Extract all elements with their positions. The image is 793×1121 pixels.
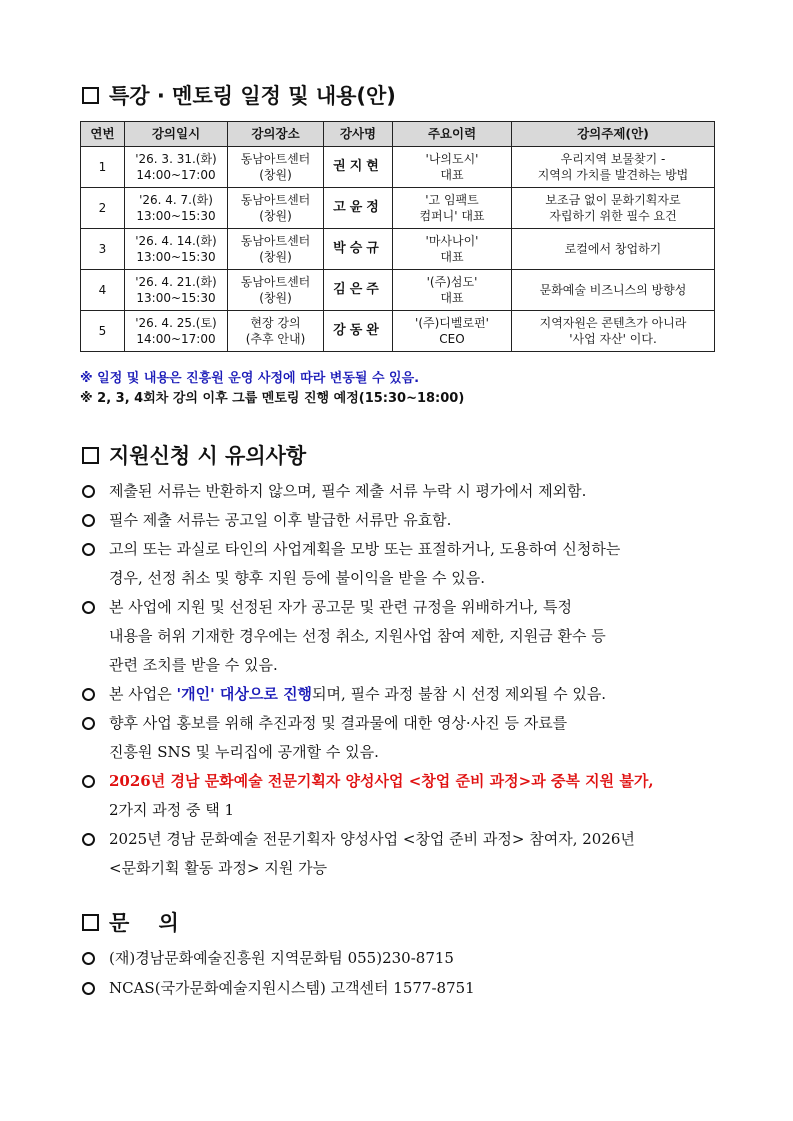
contact-text: (재)경남문화예술진흥원 지역문화팀 055)230-8715 [109, 949, 454, 967]
list-item [82, 506, 722, 535]
header-career: 주요이력 [393, 122, 512, 147]
schedule-table [80, 121, 715, 352]
cell-career: '나의도시' 대표 [393, 147, 512, 188]
cell-no: 1 [81, 147, 125, 188]
ring-bullet-icon [82, 952, 95, 965]
ring-bullet-icon [82, 601, 95, 614]
cell-topic: 문화예술 비즈니스의 방향성 [512, 270, 715, 311]
precautions-list [82, 477, 722, 883]
schedule-change-note: ※ 일정 및 내용은 진흥원 운영 사정에 따라 변동될 수 있음. [80, 371, 420, 386]
cell-place: 현장 강의 (추후 안내) [228, 311, 324, 352]
ring-bullet-icon [82, 775, 95, 788]
list-item-text: 본 사업은 [109, 685, 177, 703]
contact-text: NCAS(국가문화예술지원시스템) 고객센터 1577-8751 [109, 979, 475, 997]
section-title-text: 지원신청 시 유의사항 [109, 444, 307, 468]
list-item-text: 본 사업에 지원 및 선정된 자가 공고문 및 관련 규정을 위배하거나, 특정 [109, 598, 572, 616]
section-title-text: 특강 · 멘토링 일정 및 내용(안) [109, 84, 396, 108]
cell-place: 동남아트센터 (창원) [228, 147, 324, 188]
header-topic: 강의주제(안) [512, 122, 715, 147]
cell-place: 동남아트센터 (창원) [228, 270, 324, 311]
list-item-text: 경우, 선정 취소 및 향후 지원 등에 불이익을 받을 수 있음. [109, 569, 485, 587]
cell-no: 2 [81, 188, 125, 229]
list-item [82, 680, 722, 709]
list-item [82, 709, 722, 767]
cell-lecturer: 권지현 [324, 147, 393, 188]
cell-lecturer: 고윤정 [324, 188, 393, 229]
ring-bullet-icon [82, 717, 95, 730]
warning-text: 2026년 경남 문화예술 전문기획자 양성사업 <창업 준비 과정>과 중복 지원 불가, [109, 772, 654, 790]
list-item [82, 943, 722, 973]
cell-topic: 로컬에서 창업하기 [512, 229, 715, 270]
header-no: 연번 [81, 122, 125, 147]
section-title-schedule [82, 80, 396, 110]
list-item [82, 973, 722, 1003]
cell-no: 5 [81, 311, 125, 352]
table-row [81, 147, 715, 188]
list-item-text: 내용을 허위 기재한 경우에는 선정 취소, 지원사업 참여 제한, 지원금 환수 등 [109, 627, 606, 645]
cell-datetime: '26. 4. 7.(화) 13:00~15:30 [125, 188, 228, 229]
cell-datetime: '26. 4. 21.(화) 13:00~15:30 [125, 270, 228, 311]
section-title-contact [82, 907, 179, 937]
ring-bullet-icon [82, 688, 95, 701]
ring-bullet-icon [82, 833, 95, 846]
list-item-text: 관련 조치를 받을 수 있음. [109, 656, 278, 674]
cell-lecturer: 박승규 [324, 229, 393, 270]
table-header-row [81, 122, 715, 147]
list-item-text: 향후 사업 홍보를 위해 추진과정 및 결과물에 대한 영상·사진 등 자료를 [109, 714, 568, 732]
section-title-precautions [82, 440, 306, 470]
cell-datetime: '26. 4. 14.(화) 13:00~15:30 [125, 229, 228, 270]
cell-datetime: '26. 4. 25.(토) 14:00~17:00 [125, 311, 228, 352]
table-row [81, 311, 715, 352]
list-item-text: 제출된 서류는 반환하지 않으며, 필수 제출 서류 누락 시 평가에서 제외함. [109, 482, 587, 500]
list-item-text: 진흥원 SNS 및 누리집에 공개할 수 있음. [109, 743, 379, 761]
list-item-text: 되며, 필수 과정 불참 시 선정 제외될 수 있음. [312, 685, 607, 703]
list-item-text: 고의 또는 과실로 타인의 사업계획을 모방 또는 표절하거나, 도용하여 신청하는 [109, 540, 621, 558]
cell-career: '고 임팩트 컴퍼니' 대표 [393, 188, 512, 229]
checkbox-square-icon [82, 914, 99, 931]
ring-bullet-icon [82, 485, 95, 498]
ring-bullet-icon [82, 514, 95, 527]
cell-lecturer: 김은주 [324, 270, 393, 311]
header-datetime: 강의일시 [125, 122, 228, 147]
cell-topic: 보조금 없이 문화기획자로 자립하기 위한 필수 요건 [512, 188, 715, 229]
ring-bullet-icon [82, 543, 95, 556]
list-item-text: 2025년 경남 문화예술 전문기획자 양성사업 <창업 준비 과정> 참여자, 2026년 [109, 830, 635, 848]
cell-topic: 지역자원은 콘텐츠가 아니라 '사업 자산' 이다. [512, 311, 715, 352]
cell-topic: 우리지역 보물찾기 - 지역의 가치를 발견하는 방법 [512, 147, 715, 188]
table-row [81, 188, 715, 229]
contact-list [82, 943, 722, 1003]
list-item [82, 593, 722, 680]
cell-lecturer: 강동완 [324, 311, 393, 352]
cell-career: '(주)디벨로펀' CEO [393, 311, 512, 352]
cell-career: '(주)섬도' 대표 [393, 270, 512, 311]
cell-no: 3 [81, 229, 125, 270]
table-row [81, 270, 715, 311]
list-item [82, 825, 722, 883]
checkbox-square-icon [82, 87, 99, 104]
mentoring-note: ※ 2, 3, 4회차 강의 이후 그룹 멘토링 진행 예정(15:30~18:00) [80, 391, 465, 406]
ring-bullet-icon [82, 982, 95, 995]
list-item [82, 477, 722, 506]
cell-datetime: '26. 3. 31.(화) 14:00~17:00 [125, 147, 228, 188]
list-item-text: 2가지 과정 중 택 1 [109, 801, 235, 819]
cell-no: 4 [81, 270, 125, 311]
list-item [82, 767, 722, 825]
cell-place: 동남아트센터 (창원) [228, 188, 324, 229]
checkbox-square-icon [82, 447, 99, 464]
header-place: 강의장소 [228, 122, 324, 147]
table-row [81, 229, 715, 270]
emphasis-text: '개인' 대상으로 진행 [176, 685, 313, 703]
cell-career: '마사나이' 대표 [393, 229, 512, 270]
header-lecturer: 강사명 [324, 122, 393, 147]
list-item-text: 필수 제출 서류는 공고일 이후 발급한 서류만 유효함. [109, 511, 452, 529]
section-title-text: 문 의 [109, 911, 179, 935]
cell-place: 동남아트센터 (창원) [228, 229, 324, 270]
list-item-text: <문화기획 활동 과정> 지원 가능 [109, 859, 328, 877]
list-item [82, 535, 722, 593]
